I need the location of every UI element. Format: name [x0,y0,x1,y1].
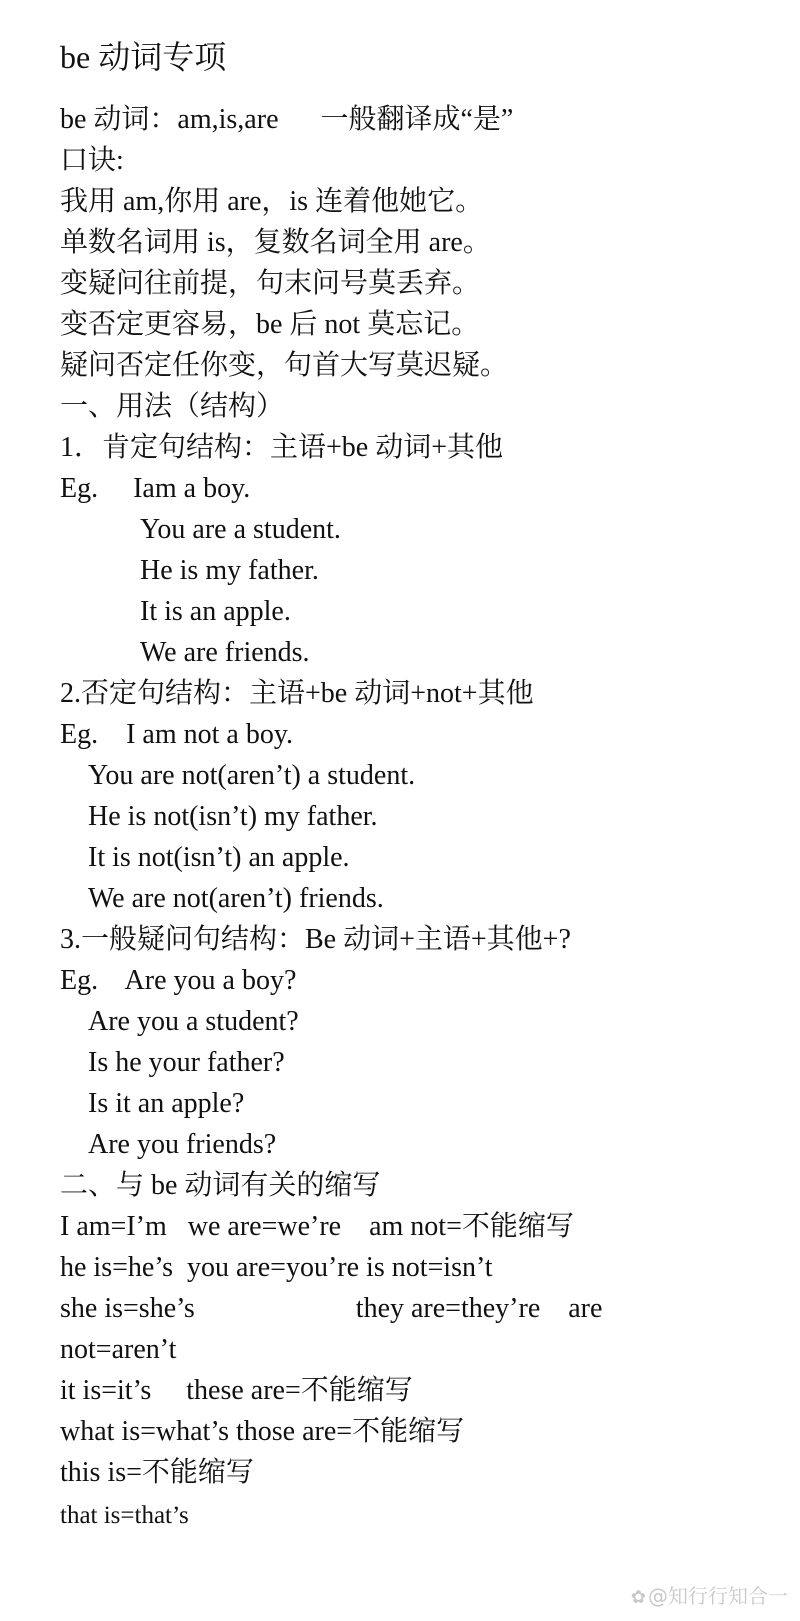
example-line: Is he your father? [88,1047,285,1078]
contraction-line: this is=不能缩写 [60,1457,254,1488]
definition-line: be 动词：am,is,are 一般翻译成“是” [60,104,514,135]
example-line: He is my father. [140,555,319,586]
example-line: Are you a student? [88,1006,299,1037]
contraction-line: she is=she’s they are=they’re are [60,1293,603,1324]
example-line: It is an apple. [140,596,291,627]
contraction-line: what is=what’s those are=不能缩写 [60,1416,465,1447]
contraction-line: he is=he’s you are=you’re is not=isn’t [60,1252,493,1283]
example-line: Eg. Iam a boy. [60,473,251,504]
section-heading-usage: 一、用法（结构） [60,391,285,422]
mnemonic-line: 变疑问往前提，句末问号莫丢弃。 [60,268,481,299]
mnemonic-line: 变否定更容易，be 后 not 莫忘记。 [60,309,480,340]
mnemonic-line: 单数名词用 is，复数名词全用 are。 [60,227,491,258]
contraction-line: not=aren’t [60,1334,177,1365]
example-line: You are not(aren’t) a student. [88,760,416,791]
contraction-line: I am=I’m we are=we’re am not=不能缩写 [60,1211,574,1242]
example-line: It is not(isn’t) an apple. [88,842,350,873]
example-line: Is it an apple? [88,1088,245,1119]
example-line: Eg. Are you a boy? [60,965,297,996]
page-title: be 动词专项 [60,39,227,75]
contraction-line: that is=that’s [60,1502,189,1529]
example-line: He is not(isn’t) my father. [88,801,378,832]
mnemonic-line: 我用 am,你用 are，is 连着他她它。 [60,186,484,217]
zhihu-logo-icon: ✿ [630,1587,646,1608]
section-heading-contractions: 二、与 be 动词有关的缩写 [60,1170,381,1201]
mnemonic-line: 疑问否定任你变，句首大写莫迟疑。 [60,350,509,381]
watermark [631,1580,788,1609]
example-line: Are you friends? [88,1129,277,1160]
subsection-question: 3.一般疑问句结构：Be 动词+主语+其他+? [60,924,571,955]
subsection-affirmative: 1．肯定句结构：主语+be 动词+其他 [60,432,504,463]
contraction-line: it is=it’s these are=不能缩写 [60,1375,413,1406]
example-line: We are friends. [140,637,310,668]
mnemonic-heading: 口诀: [60,145,124,176]
example-line: We are not(aren’t) friends. [88,883,384,914]
watermark-text: @知行行知合一 [648,1584,788,1608]
example-line: Eg. I am not a boy. [60,719,294,750]
example-line: You are a student. [140,514,341,545]
subsection-negative: 2.否定句结构：主语+be 动词+not+其他 [60,678,534,709]
